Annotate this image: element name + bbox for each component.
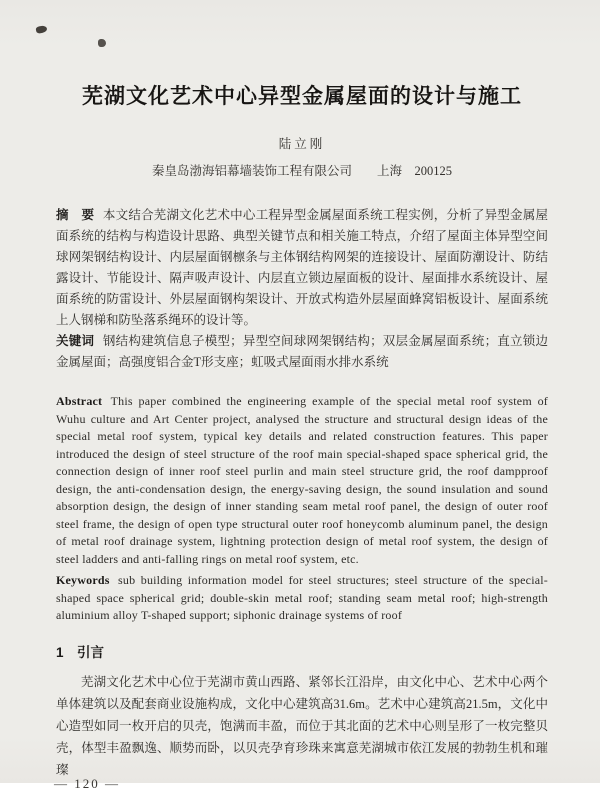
author-name: 陆立刚	[278, 137, 326, 151]
section-title: 引言	[77, 644, 105, 660]
author-affiliation: 秦皇岛渤海铝幕墙装饰工程有限公司 上海 200125	[151, 164, 452, 178]
abstract-en-text: This paper combined the engineering example of the special metal roof system of Wuhu culture and Art Center project, analysed the structure and structural design ideas of the special metal roof system, typical key details and related construction features. This paper introduced the design of steel structure of the roof main special-shaped space spherical grid, the connection design of inner roof steel purlin and main steel structure grid, the roof dampproof design, the anti-condensation design, the energy-saving design, the sound insulation and sound absorption design, the design of inner standing seam metal roof panel, the design of outer roof steel frame, the design of open type structural outer roof honeycomb aluminum panel, the design of metal roof drainage system, lightning protection design of metal roof system, the design of steel ladders and anti-falling rings on metal roof system, etc.	[56, 394, 548, 566]
abstract-cn-label: 摘 要	[56, 208, 95, 222]
section-number: 1	[56, 644, 64, 660]
section-heading-introduction	[56, 641, 548, 661]
page-number: — 120 —	[54, 776, 120, 791]
keywords-cn	[56, 331, 548, 373]
abstract-en	[56, 393, 548, 568]
abstract-en-label: Abstract	[56, 394, 103, 408]
abstract-cn	[56, 205, 548, 331]
keywords-cn-label: 关键词	[56, 334, 95, 348]
abstract-cn-text: 本文结合芜湖文化艺术中心工程异型金属屋面系统工程实例，分析了异型金属屋面系统的结构与构造设计思路、典型关键节点和相关施工特点，介绍了屋面主体异型空间球网架钢结构设计、内层屋面钢檩条与主体钢结构网架的连接设计、屋面防潮设计、防结露设计、节能设计、隔声吸声设计、内层直立锁边屋面板的设计、屋面排水系统设计、屋面系统的防雷设计、外层屋面钢构架设计、开放式构造外层屋面蜂窝铝板设计、屋面系统上人钢梯和防坠落系绳环的设计等。	[56, 208, 548, 327]
keywords-en-text: sub building information model for steel structures; steel structure of the special-shaped space spherical grid; double-skin metal roof; standing seam metal roof; high-strength aluminium alloy T-shaped support; siphonic drainage systems of roof	[56, 573, 548, 622]
introduction-paragraph: 芜湖文化艺术中心位于芜湖市黄山西路、紧邻长江沿岸，由文化中心、艺术中心两个单体建筑以及配套商业设施构成，文化中心建筑高31.6m。艺术中心建筑高21.5m，文化中心造型如同一枚开启的贝壳，饱满而丰盈，而位于其北面的艺术中心则呈形了一枚完整贝壳，体型丰盈飘逸、顺势而卧，以贝壳孕育珍珠来寓意芜湖城市依江发展的勃勃生机和璀璨	[56, 674, 548, 777]
keywords-en	[56, 572, 548, 625]
keywords-en-label: Keywords	[56, 573, 110, 587]
spacer	[56, 373, 548, 393]
keywords-cn-text: 钢结构建筑信息子模型；异型空间球网架钢结构；双层金属屋面系统；直立锁边金属屋面；高强度铝合金T形支座；虹吸式屋面雨水排水系统	[56, 334, 548, 369]
paper-title: 芜湖文化艺术中心异型金属屋面的设计与施工	[82, 85, 522, 108]
